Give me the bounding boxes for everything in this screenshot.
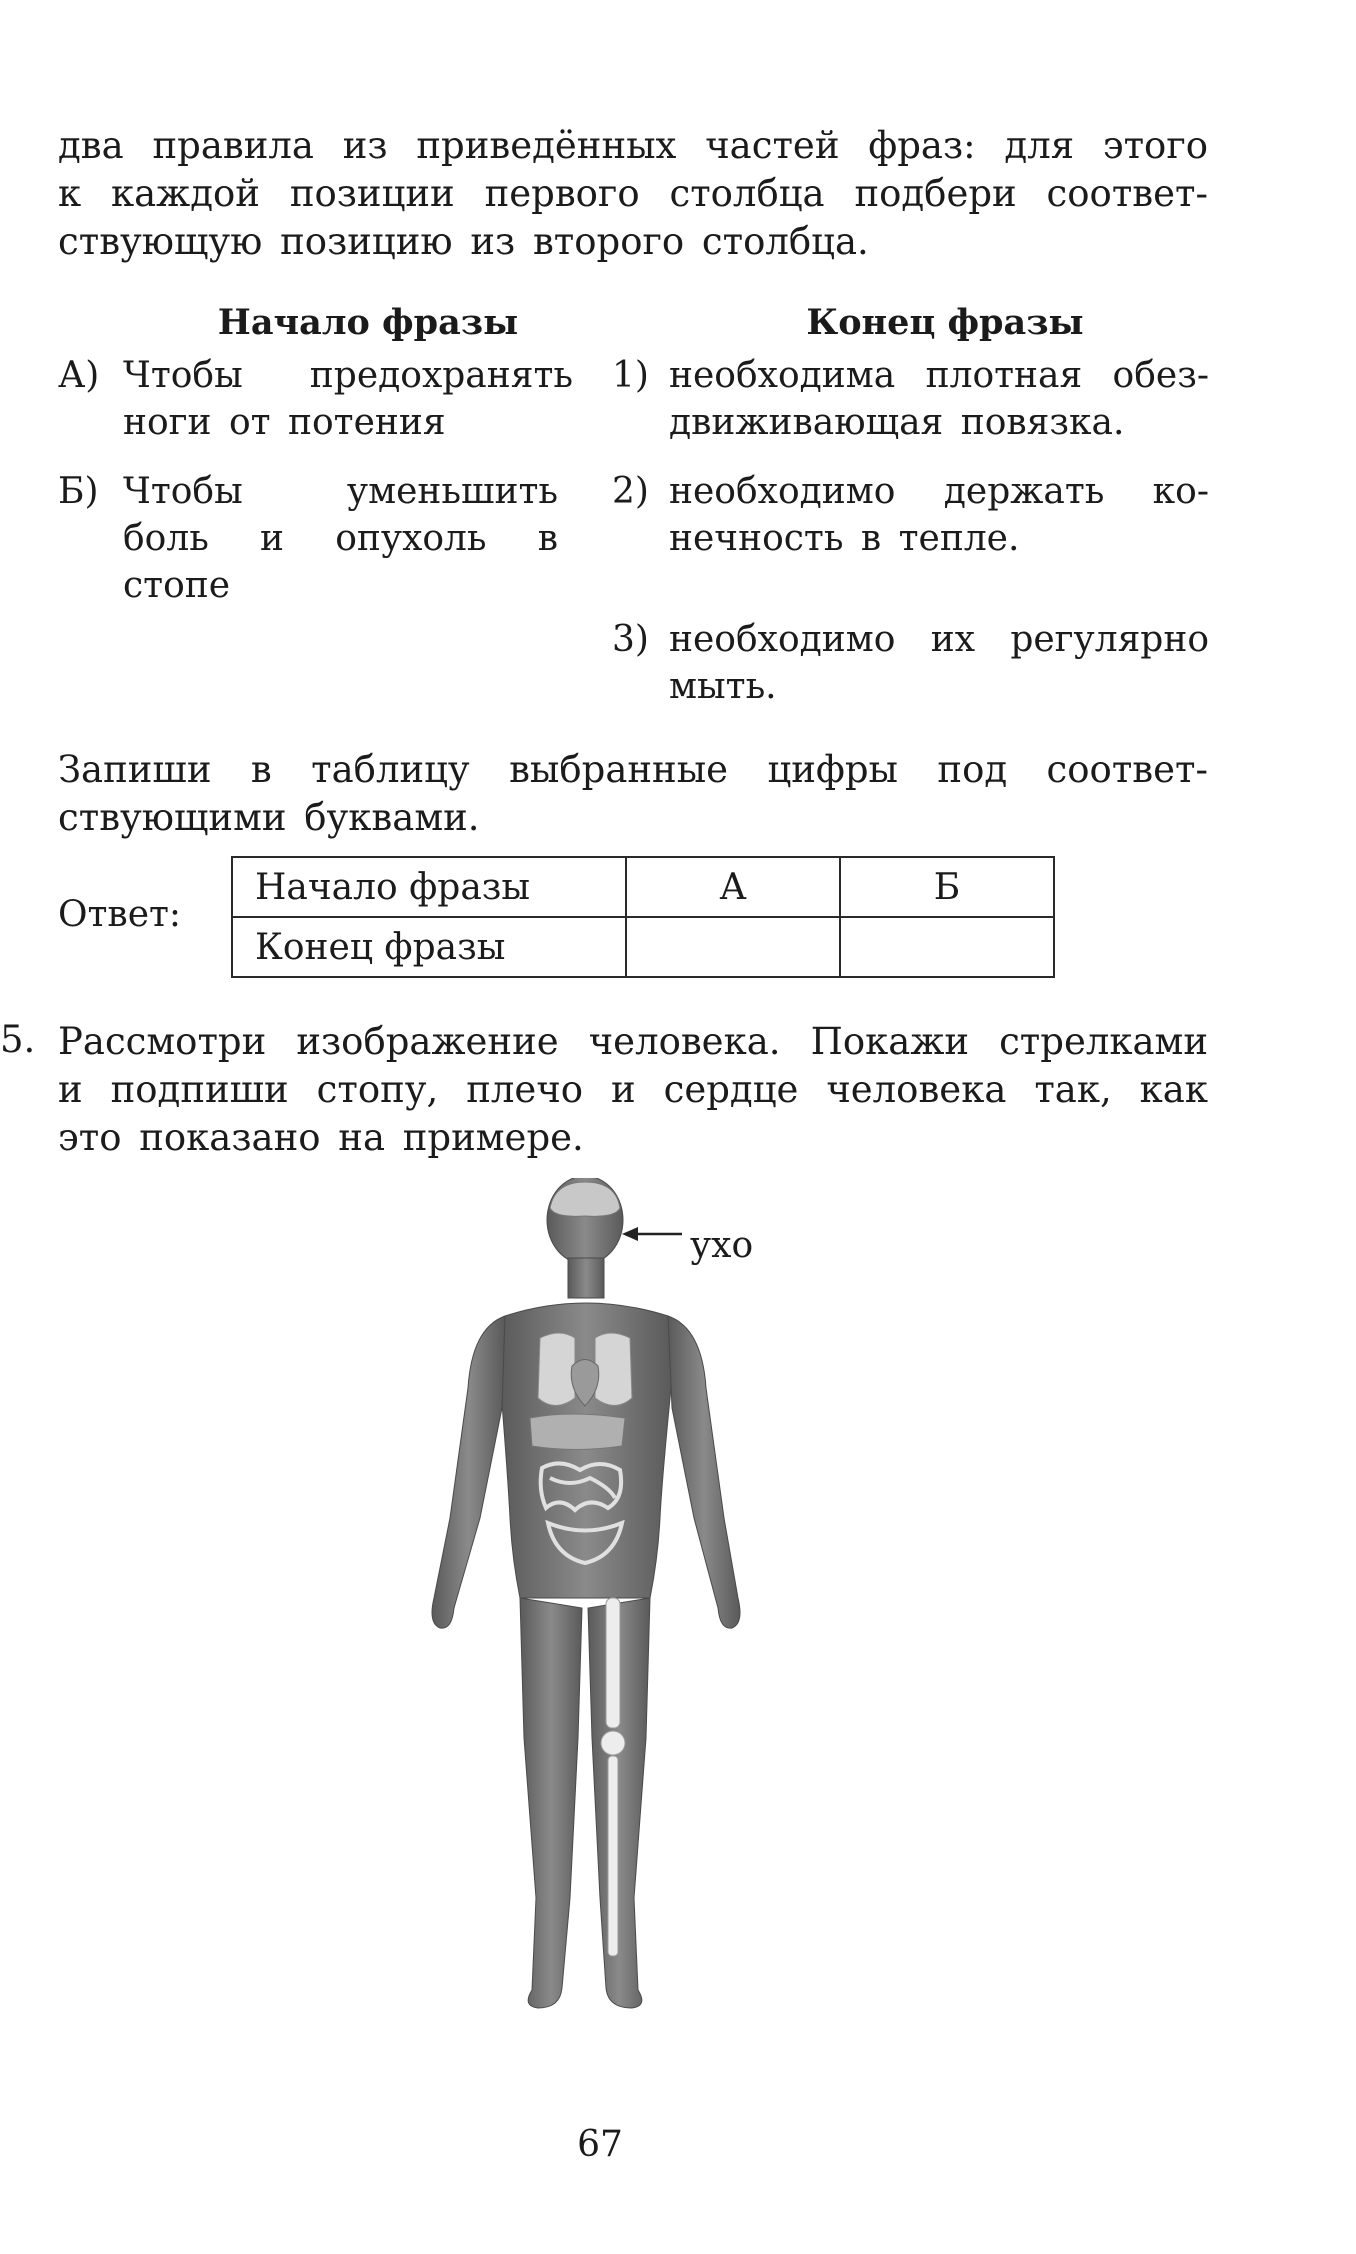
answer-table bbox=[231, 856, 1055, 978]
item-line: Чтобы предохранять bbox=[123, 355, 573, 396]
instruction-line: ствующими буквами. bbox=[58, 796, 480, 839]
table-row bbox=[232, 917, 1054, 977]
item-line: необходима плотная обез- bbox=[669, 355, 1209, 396]
left-column-header: Начало фразы bbox=[217, 302, 519, 343]
right-column-header: Конец фразы bbox=[806, 302, 1084, 343]
right-item-1 bbox=[612, 352, 1212, 452]
item-text bbox=[669, 468, 1209, 562]
item-marker: 1) bbox=[612, 355, 649, 396]
intro-line: два правила из приведённых частей фраз: для этого bbox=[58, 124, 1208, 167]
right-item-2 bbox=[612, 468, 1212, 568]
item-line: ноги от потения bbox=[123, 402, 446, 443]
answer-label: Ответ: bbox=[58, 894, 182, 935]
instruction-line: Запиши в таблицу выбранные цифры под соответ- bbox=[58, 748, 1208, 791]
human-body-figure bbox=[410, 1178, 830, 2038]
item-marker: 3) bbox=[612, 619, 649, 660]
intro-line: ствующую позицию из второго столбца. bbox=[58, 220, 869, 263]
item-marker: А) bbox=[58, 355, 100, 396]
answer-cell-b[interactable] bbox=[840, 917, 1054, 977]
left-item-b bbox=[58, 468, 578, 618]
intro-line: к каждой позиции первого столбца подбери соответ- bbox=[58, 172, 1208, 215]
item-marker: Б) bbox=[58, 471, 99, 512]
intro-paragraph bbox=[58, 122, 1208, 266]
body-silhouette bbox=[432, 1178, 740, 2008]
page-number: 67 bbox=[577, 2124, 623, 2165]
item-text bbox=[669, 352, 1209, 446]
item-line: боль и опухоль в bbox=[123, 518, 558, 559]
item-line: необходимо их регулярно bbox=[669, 619, 1209, 660]
column-letter-b: Б bbox=[840, 857, 1054, 917]
liver-icon bbox=[530, 1414, 625, 1450]
ear-arrow-icon bbox=[622, 1227, 682, 1241]
instruction-paragraph bbox=[58, 746, 1208, 842]
item-text bbox=[123, 352, 573, 446]
table-row bbox=[232, 857, 1054, 917]
column-letter-a: А bbox=[626, 857, 840, 917]
task5-line: и подпиши стопу, плечо и сердце человека так, как bbox=[58, 1068, 1208, 1111]
item-line: мыть. bbox=[669, 666, 777, 707]
ear-label: ухо bbox=[690, 1225, 754, 1266]
item-text bbox=[669, 616, 1209, 710]
item-marker: 2) bbox=[612, 471, 649, 512]
task-number: 5. bbox=[0, 1018, 36, 1061]
item-line: Чтобы уменьшить bbox=[123, 471, 558, 512]
item-line: необходимо держать ко- bbox=[669, 471, 1209, 512]
task5-line: это показано на примере. bbox=[58, 1116, 584, 1159]
left-item-a bbox=[58, 352, 578, 452]
item-text bbox=[123, 468, 558, 609]
item-line: стопе bbox=[123, 565, 231, 606]
item-line: движивающая повязка. bbox=[669, 402, 1125, 443]
task5-paragraph bbox=[58, 1018, 1208, 1162]
right-item-3 bbox=[612, 616, 1212, 716]
row-header-end: Конец фразы bbox=[232, 917, 626, 977]
row-header-start: Начало фразы bbox=[232, 857, 626, 917]
task5-line: Рассмотри изображение человека. Покажи стрелками bbox=[58, 1020, 1208, 1063]
item-line: нечность в тепле. bbox=[669, 518, 1020, 559]
answer-cell-a[interactable] bbox=[626, 917, 840, 977]
